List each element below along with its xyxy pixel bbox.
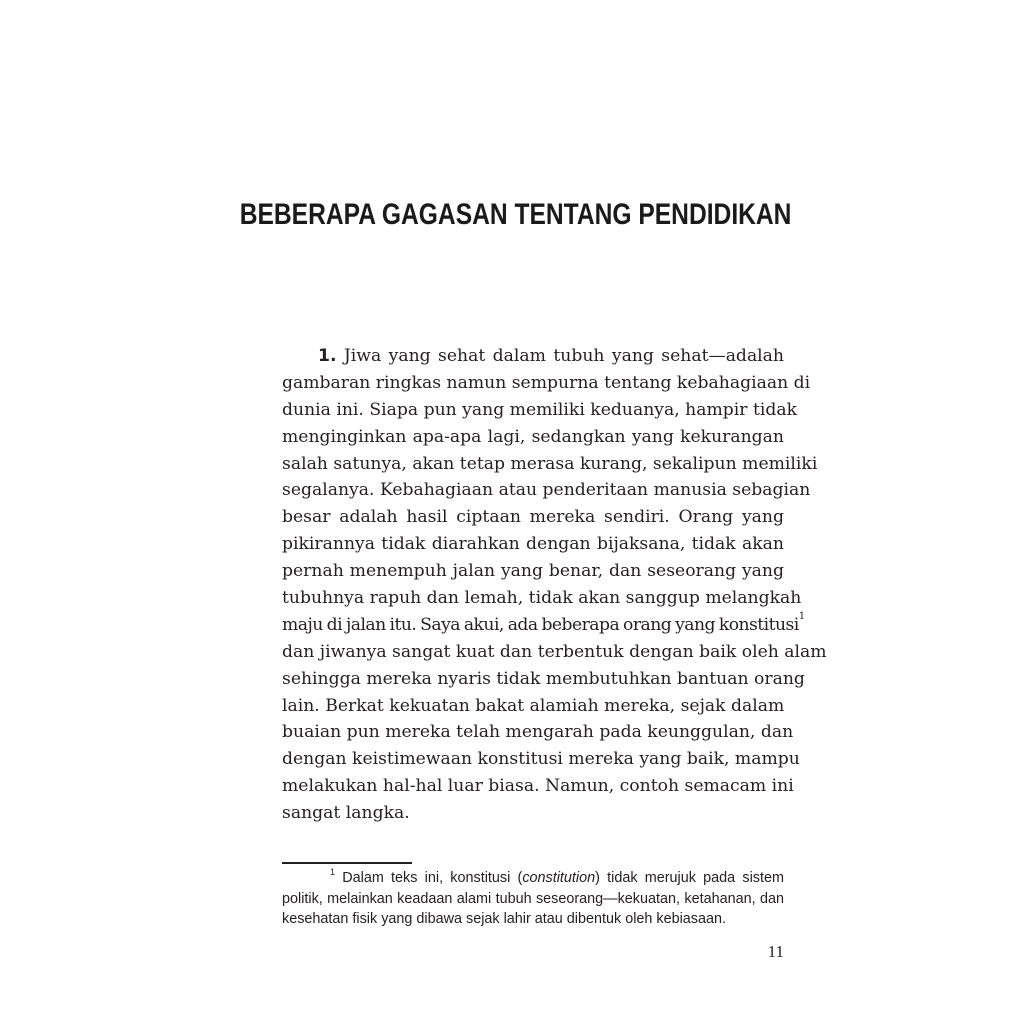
footnote-reference: 1 [798,610,805,622]
paragraph-line: lain. Berkat kekuatan bakat alamiah mereka, sejak dalam [282,695,785,716]
paragraph-line: menginginkan apa-apa lagi, sedangkan yang kekurangan [282,426,784,447]
paragraph-line: salah satunya, akan tetap merasa kurang, sekalipun memiliki [282,453,818,474]
paragraph-line: dengan keistimewaan konstitusi mereka yang baik, mampu [282,749,800,770]
footnote-line: politik, melainkan keadaan alami tubuh seseorang—kekuatan, ketahanan, dan [282,890,784,907]
body-paragraph [282,343,827,827]
paragraph-line: pikirannya tidak diarahkan dengan bijaksana, tidak akan [282,534,784,555]
paragraph-line: besar adalah hasil ciptaan mereka sendiri. Orang yang [282,507,784,528]
footnote-italic-term: constitution [522,870,596,886]
paragraph-number: 1. [318,346,337,366]
footnote-line: $^1$ Dalam teks ini, konstitusi (constitution) tidak merujuk pada sistem [330,867,784,886]
footnote-line: kesehatan fisik yang dibawa sejak lahir atau dibentuk oleh kebiasaan. [282,911,727,927]
paragraph-line: segalanya. Kebahagiaan atau penderitaan manusia sebagian [282,480,811,501]
page-number: 11 [767,942,784,961]
paragraph-line: maju di jalan itu. Saya akui, ada beberapa orang yang konstitusi$^1$ [282,610,805,635]
footnote [282,868,784,930]
footnote-marker: 1 [330,867,336,877]
footnote-divider [282,862,412,864]
paragraph-line: dan jiwanya sangat kuat dan terbentuk dengan baik oleh alam [282,641,827,662]
paragraph-line: gambaran ringkas namun sempurna tentang kebahagiaan di [282,372,811,393]
paragraph-line: tubuhnya rapuh dan lemah, tidak akan sanggup melangkah [282,588,802,609]
paragraph-line: sehingga mereka nyaris tidak membutuhkan bantuan orang [282,668,805,689]
paragraph-line: sangat langka. [282,803,410,824]
paragraph-line: buaian pun mereka telah mengarah pada keunggulan, dan [282,722,794,743]
paragraph-line: 1. Jiwa yang sehat dalam tubuh yang sehat—adalah [318,346,784,366]
paragraph-line: dunia ini. Siapa pun yang memiliki keduanya, hampir tidak [282,399,798,420]
paragraph-line: melakukan hal-hal luar biasa. Namun, contoh semacam ini [282,776,794,797]
chapter-title: BEBERAPA GAGASAN TENTANG PENDIDIKAN [239,198,792,231]
paragraph-line: pernah menempuh jalan yang benar, dan seseorang yang [282,561,784,582]
